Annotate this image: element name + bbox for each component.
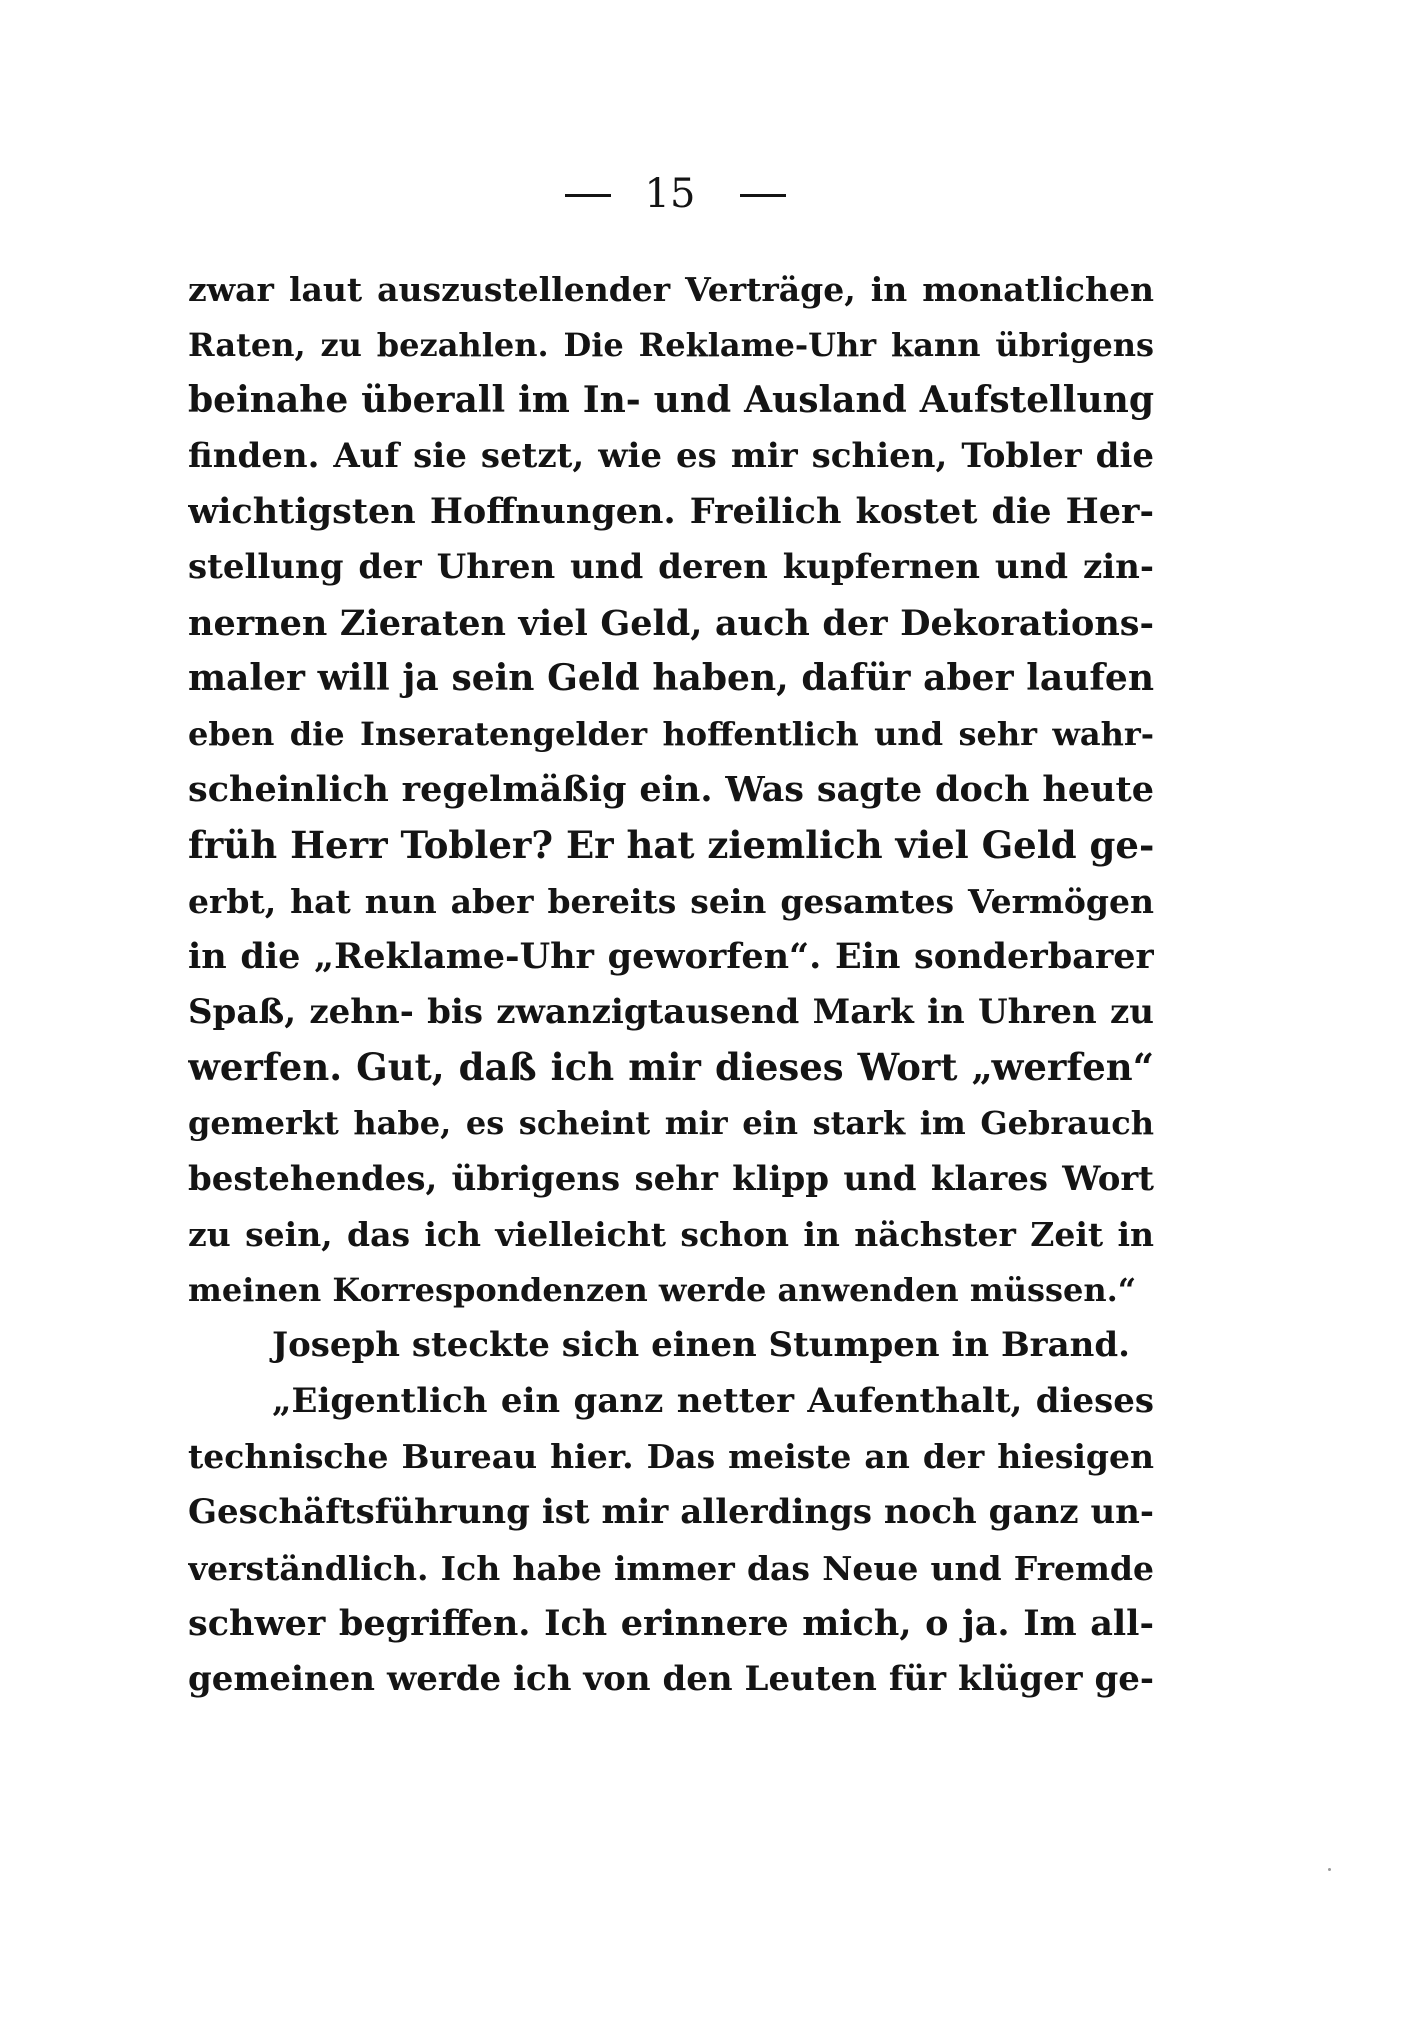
text-line: finden. Auf sie setzt, wie es mir schien, Tobler die — [188, 435, 1154, 476]
paragraph-line: Joseph steckte sich einen Stumpen in Brand. — [272, 1325, 1130, 1366]
paper-speck — [1328, 1868, 1331, 1871]
right-dash — [740, 194, 786, 197]
page-number: 15 — [644, 171, 696, 217]
text-line: eben die Inseratengelder hoffentlich und sehr wahr- — [188, 714, 1154, 753]
text-line: beinahe überall im In- und Ausland Aufstellung — [188, 379, 1154, 422]
text-line: scheinlich regelmäßig ein. Was sagte doch heute — [188, 769, 1154, 811]
text-line: zwar laut auszustellender Verträge, in monatlichen — [188, 270, 1154, 309]
left-dash — [565, 194, 611, 197]
paragraph-end-line: meinen Korrespondenzen werde anwenden müssen.“ — [188, 1270, 1137, 1309]
text-line: erbt, hat nun aber bereits sein gesamtes Vermögen — [188, 881, 1154, 921]
text-line: in die „Reklame-Uhr geworfen“. Ein sonderbarer — [188, 936, 1154, 978]
page-header — [0, 168, 1416, 228]
body-text — [188, 262, 1154, 1707]
text-line: bestehendes, übrigens sehr klipp und klares Wort — [188, 1158, 1154, 1199]
text-line: schwer begriffen. Ich erinnere mich, o ja. Im all- — [188, 1603, 1154, 1645]
paragraph-start-line: „Eigentlich ein ganz netter Aufenthalt, dieses — [272, 1380, 1154, 1421]
text-line: gemeinen werde ich von den Leuten für klüger ge- — [188, 1658, 1154, 1699]
text-line: zu sein, das ich vielleicht schon in nächster Zeit in — [188, 1215, 1154, 1255]
text-line: stellung der Uhren und deren kupfernen und zin- — [188, 546, 1154, 587]
text-line: wichtigsten Hoffnungen. Freilich kostet die Her- — [188, 491, 1154, 533]
text-line: verständlich. Ich habe immer das Neue und Fremde — [188, 1548, 1154, 1588]
text-line: Raten, zu bezahlen. Die Reklame-Uhr kann übrigens — [188, 325, 1154, 364]
text-line: maler will ja sein Geld haben, dafür aber laufen — [188, 657, 1154, 700]
text-line: Spaß, zehn- bis zwanzigtausend Mark in Uhren zu — [188, 991, 1154, 1032]
text-line: früh Herr Tobler? Er hat ziemlich viel Geld ge- — [188, 822, 1154, 867]
text-line: technische Bureau hier. Das meiste an der hiesigen — [188, 1437, 1154, 1477]
text-line: nernen Zieraten viel Geld, auch der Dekorations- — [188, 602, 1154, 644]
text-line: werfen. Gut, daß ich mir dieses Wort „werfen“ — [188, 1045, 1154, 1090]
text-line: Geschäftsführung ist mir allerdings noch ganz un- — [188, 1492, 1154, 1533]
text-line: gemerkt habe, es scheint mir ein stark im Gebrauch — [188, 1103, 1154, 1142]
